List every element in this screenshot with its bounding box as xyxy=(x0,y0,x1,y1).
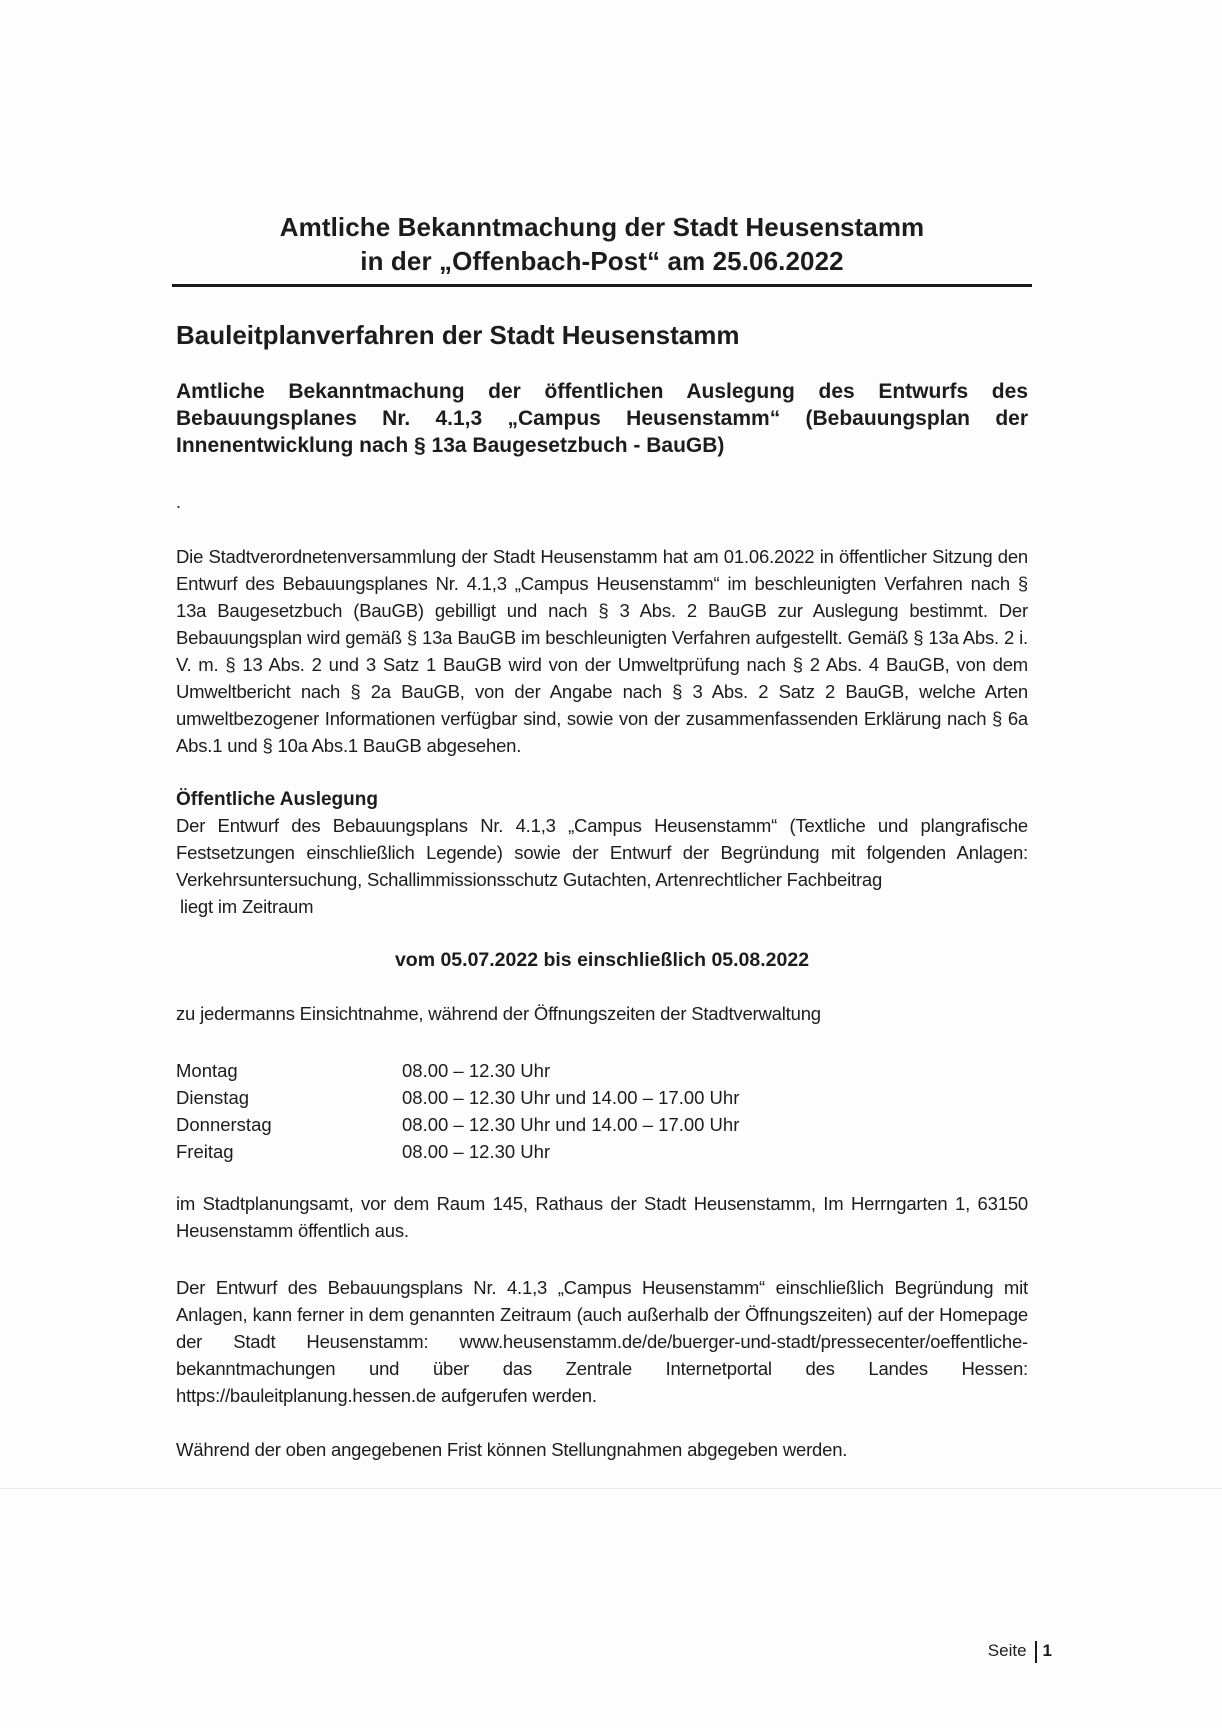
hours-time: 08.00 – 12.30 Uhr xyxy=(402,1141,551,1162)
display-period: vom 05.07.2022 bis einschließlich 05.08.2022 xyxy=(394,949,810,971)
hours-day: Freitag xyxy=(176,1141,234,1162)
auslegung-text: Der Entwurf des Bebauungsplans Nr. 4.1,3 „Campus Heusenstamm“ (Textliche und plangrafische Festsetzungen einschließlich Legende) sowie der Entwurf der Begründung mit folgenden Anlagen: Verkehrsuntersuchung, Schallimmissionsschutz Gutachten, Artenrechtlicher Fachbeitrag xyxy=(176,815,1028,890)
hours-time: 08.00 – 12.30 Uhr xyxy=(402,1060,551,1081)
stray-mark: . xyxy=(176,492,182,512)
header-publication: in der „Offenbach-Post“ am 25.06.2022 xyxy=(360,246,844,276)
page-footer xyxy=(988,1640,1052,1663)
resolution-paragraph: Die Stadtverordnetenversammlung der Stadt Heusenstamm hat am 01.06.2022 in öffentlicher Sitzung den Entwurf des Bebauungsplanes Nr. 4.1,3 „Campus Heusenstamm“ im beschleunigten Verfahren nach § 13a Baugesetzbuch (BauGB) gebilligt und nach § 3 Abs. 2 BauGB zur Auslegung bestimmt. Der Bebauungsplan wird gemäß § 13a BauGB im beschleunigten Verfahren aufgestellt. Gemäß § 13a Abs. 2 i. V. m. § 13 Abs. 2 und 3 Satz 1 BauGB wird von der Umweltprüfung nach § 2 Abs. 4 BauGB, von dem Umweltbericht nach § 2a BauGB, von der Angabe nach § 3 Abs. 2 Satz 2 BauGB, welche Arten umweltbezogener Informationen verfügbar sind, sowie von der zusammenfassenden Erklärung nach § 6a Abs.1 und § 10a Abs.1 BauGB abgesehen. xyxy=(176,546,1028,756)
page-number: 1 xyxy=(1042,1641,1052,1660)
page-label: Seite xyxy=(987,1641,1027,1660)
scan-artifact-line xyxy=(0,1488,1222,1489)
hours-time: 08.00 – 12.30 Uhr und 14.00 – 17.00 Uhr xyxy=(402,1114,740,1135)
auslegung-text-end: liegt im Zeitraum xyxy=(180,896,314,917)
location-paragraph: im Stadtplanungsamt, vor dem Raum 145, Rathaus der Stadt Heusenstamm, Im Herrngarten 1, 63150 Heusenstamm öffentlich aus. xyxy=(176,1193,1028,1241)
announcement-subtitle: Amtliche Bekanntmachung der öffentlichen Auslegung des Entwurfs des Bebauungsplanes Nr. 4.1,3 „Campus Heusenstamm“ (Bebauungsplan der Innenentwicklung nach § 13a Baugesetzbuch - BauGB) xyxy=(176,380,1028,457)
auslegung-heading: Öffentliche Auslegung xyxy=(176,789,378,810)
hours-time: 08.00 – 12.30 Uhr und 14.00 – 17.00 Uhr xyxy=(402,1087,740,1108)
online-access-paragraph: Der Entwurf des Bebauungsplans Nr. 4.1,3 „Campus Heusenstamm“ einschließlich Begründung mit Anlagen, kann ferner in dem genannten Zeitraum (auch außerhalb der Öffnungszeiten) auf der Homepage der Stadt Heusenstamm: www.heusenstamm.de/de/buerger-und-stadt/pressecenter/oeffentliche-bekanntmachungen und über das Zentrale Internetportal des Landes Hessen: https://bauleitplanung.hessen.de aufgerufen werden. xyxy=(176,1277,1028,1406)
hours-row xyxy=(176,1057,739,1084)
hours-row xyxy=(176,1111,739,1138)
hours-row xyxy=(176,1084,739,1111)
hours-day: Dienstag xyxy=(176,1087,250,1108)
hours-day: Montag xyxy=(176,1060,238,1081)
document-header xyxy=(172,210,1032,278)
header-title: Amtliche Bekanntmachung der Stadt Heusenstamm xyxy=(279,212,925,242)
hours-day: Donnerstag xyxy=(176,1114,272,1135)
section-title: Bauleitplanverfahren der Stadt Heusenstamm xyxy=(176,320,740,350)
opening-hours-table xyxy=(176,1057,739,1165)
auslegung-paragraph xyxy=(176,812,1028,920)
deadline-paragraph: Während der oben angegebenen Frist können Stellungnahmen abgegeben werden. xyxy=(176,1439,848,1460)
footer-separator xyxy=(1035,1641,1037,1663)
header-divider xyxy=(172,284,1032,287)
hours-row xyxy=(176,1138,739,1165)
inspection-note: zu jedermanns Einsichtnahme, während der Öffnungszeiten der Stadtverwaltung xyxy=(176,1003,821,1024)
